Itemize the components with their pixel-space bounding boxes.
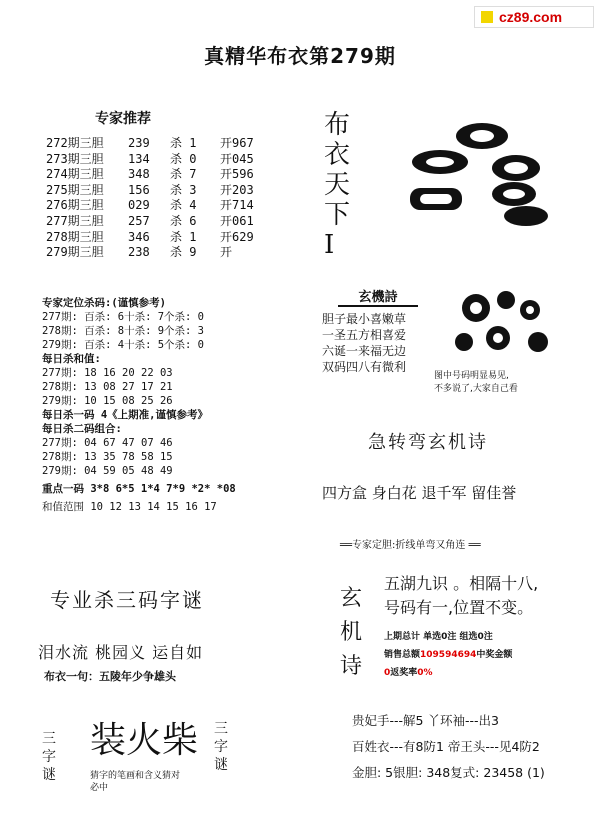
table-row: 279期三胆 238 杀 9 开 (46, 245, 233, 260)
hint-line: 贵妃手---解5 丫环袖---出3 (352, 713, 499, 728)
kill3-title: 专业杀三码字谜 (50, 588, 204, 612)
two-row: 277期: 04 67 47 07 46 (42, 437, 173, 449)
stats-line: 上期总计 单选0注 组选0注 (384, 632, 493, 642)
expert-title: 专家推荐 (95, 111, 151, 127)
pattern-image (446, 290, 566, 366)
sum-row: 277期: 18 16 20 22 03 (42, 367, 173, 379)
stats-line: 0返奖率0% (384, 668, 433, 678)
poem-title: 玄機詩 (338, 286, 418, 307)
xuanji-vertical: 玄 机 诗 (340, 586, 363, 679)
table-row: 275期三胆 156 杀 3 开203 (46, 182, 254, 197)
poem-box (322, 286, 434, 375)
bottom-hints (352, 708, 545, 786)
position-row: 278期: 百杀: 8十杀: 9个杀: 3 (42, 325, 205, 337)
two-row: 278期: 13 35 78 58 15 (42, 451, 173, 463)
table-row: 276期三胆 029 杀 4 开714 (46, 198, 254, 213)
expert-dan: ══专家定胆:折线单弯又角连 ══ (340, 540, 481, 551)
tianxia-vertical: 布 衣 天 下 I (324, 110, 351, 260)
two-head: 每日杀二码组合: (42, 423, 122, 435)
sales-stats (384, 628, 512, 682)
sum-row: 278期: 13 08 27 17 21 (42, 381, 173, 393)
sum-range: 和值范围 10 12 13 14 15 16 17 (42, 501, 217, 513)
poem-line: 胆子最小喜嫩草 (322, 312, 407, 326)
page-title: 真精华布衣第279期 (204, 44, 396, 68)
sanzi-left: 三字谜 (42, 731, 56, 783)
zhuang-riddle: 装火柴 (90, 720, 199, 761)
stats-block (42, 296, 302, 514)
table-row: 273期三胆 134 杀 0 开045 (46, 151, 254, 166)
sum-head: 每日杀和值: (42, 353, 101, 365)
four-phrase: 四方盒 身白花 退千军 留佳誉 (322, 484, 517, 502)
logo-square-icon (481, 11, 493, 23)
poem-line: 双码四八有微利 (322, 360, 407, 374)
riddle-line: 泪水流 桃园义 运自如 (38, 643, 204, 662)
position-row: 279期: 百杀: 4十杀: 5个杀: 0 (42, 339, 205, 351)
sanzi-right: 三字谜 (214, 721, 228, 773)
image-note: 图中号码明显易见, 不多说了,大家自己看 (434, 371, 518, 394)
stats-line: 销售总额109594694中奖金额 (384, 650, 513, 660)
sum-row: 279期: 10 15 08 25 26 (42, 395, 173, 407)
expert-table (46, 136, 276, 261)
site-badge[interactable] (474, 6, 594, 28)
table-row: 278期三胆 346 杀 1 开629 (46, 229, 254, 244)
urgent-title: 急转弯玄机诗 (368, 432, 488, 453)
table-row: 272期三胆 239 杀 1 开967 (46, 136, 254, 150)
two-row: 279期: 04 59 05 48 49 (42, 465, 173, 477)
key-code: 重点一码 3*8 6*5 1*4 7*9 *2* *08 (42, 483, 236, 495)
table-row: 274期三胆 348 杀 7 开596 (46, 167, 254, 182)
wuhu-text: 五湖九识 。相隔十八, 号码有一,位置不变。 (384, 574, 539, 617)
code-image (404, 118, 554, 228)
position-head: 专家定位杀码:(谨慎参考) (42, 297, 166, 309)
hint-line: 百姓衣---有8防1 帝王头---见4防2 (352, 739, 540, 754)
hint-line: 金胆: 5银胆: 348复式: 23458 (1) (352, 765, 545, 780)
table-row: 277期三胆 257 杀 6 开061 (46, 213, 254, 228)
site-logo-text: cz89.com (499, 9, 563, 25)
poem-line: 一圣五方相喜爱 (322, 328, 407, 342)
position-row: 277期: 百杀: 6十杀: 7个杀: 0 (42, 311, 205, 323)
poem-line: 六诞一来福无边 (322, 344, 407, 358)
zhuang-sub: 猜字的笔画和含义猜对 必中 (90, 771, 181, 793)
one-head: 每日杀一码 4《上期准,谨慎参考》 (42, 409, 208, 421)
buyi-line: 布衣一句：五陵年少争雄头 (44, 670, 176, 683)
